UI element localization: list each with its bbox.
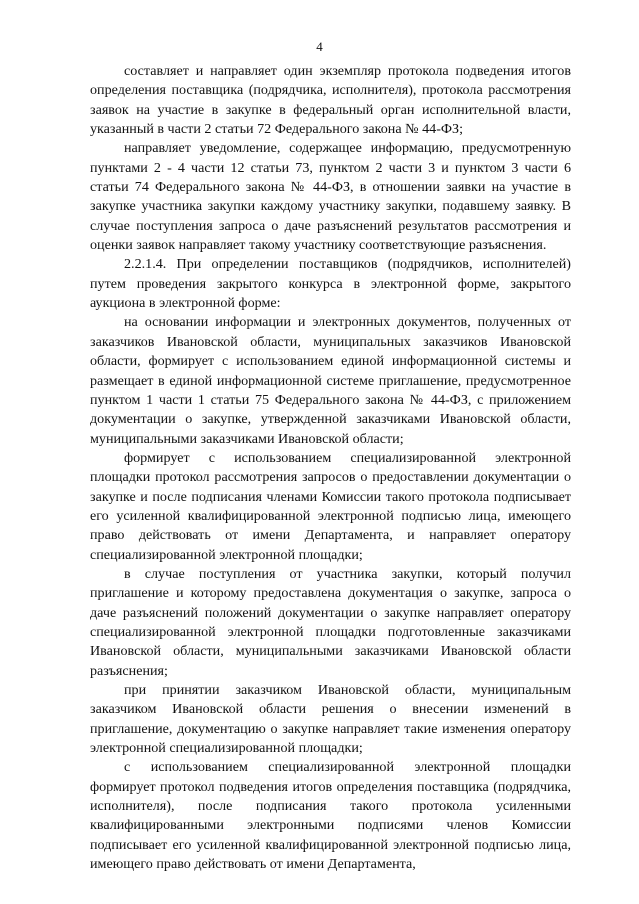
- paragraph-7: при принятии заказчиком Ивановской области, муниципальным заказчиком Ивановской области решения о внесении изменений в приглашение, документацию о закупке направляет такие изменения оператору электронной специализированной площадки;: [90, 682, 571, 757]
- paragraph-8: с использованием специализированной электронной площадки формирует протокол подведения итогов определения поставщика (подрядчика, исполнителя), после подписания такого протокола усиленными квалифицированными электронными подписями членов Комиссии подписывает его усиленной квалифицированной электронной подписью лица, имеющего право действовать от имени Департамента,: [90, 759, 571, 873]
- paragraph-2: направляет уведомление, содержащее информацию, предусмотренную пунктами 2 - 4 части 12 статьи 73, пунктом 2 части 3 и пунктом 3 части 6 статьи 74 Федерального закона № 44-ФЗ, в отношении заявки на участие в закупке участника закупки каждому участнику закупки, подавшему заявку. В случае поступления запроса о даче разъяснений результатов рассмотрения и оценки заявок направляет такому участнику соответствующие разъяснения.: [90, 140, 571, 254]
- page-number: 4: [316, 39, 323, 54]
- paragraph-4: на основании информации и электронных документов, полученных от заказчиков Ивановской области, муниципальных заказчиков Ивановской области, формирует с использованием единой информационной системы и размещает в единой информационной системе приглашение, предусмотренное пунктом 1 части 1 статьи 75 Федерального закона № 44-ФЗ, с приложением документации о закупке, утвержденной заказчиками Ивановской области, муниципальными заказчиками Ивановской области;: [90, 314, 571, 447]
- document-body: [90, 62, 571, 874]
- paragraph-1: составляет и направляет один экземпляр протокола подведения итогов определения поставщика (подрядчика, исполнителя), протокола рассмотрения заявок на участие в закупке в федеральный орган исполнительной власти, указанный в части 2 статьи 72 Федерального закона № 44-ФЗ;: [90, 63, 571, 138]
- paragraph-3: 2.2.1.4. При определении поставщиков (подрядчиков, исполнителей) путем проведения закрытого конкурса в электронной форме, закрытого аукциона в электронной форме:: [90, 256, 571, 312]
- paragraph-5: формирует с использованием специализированной электронной площадки протокол рассмотрения запросов о предоставлении документации о закупке и после подписания членами Комиссии такого протокола подписывает его усиленной квалифицированной электронной подписью лица, имеющего право действовать от имени Департамента, и направляет оператору специализированной электронной площадки;: [90, 449, 571, 563]
- paragraph-6: в случае поступления от участника закупки, который получил приглашение и которому предоставлена документация о закупке, запроса о даче разъяснений положений документации о закупке направляет оператору специализированной электронной площадки подготовленные заказчиками Ивановской области, муниципальными заказчиками Ивановской области разъяснения;: [90, 565, 571, 679]
